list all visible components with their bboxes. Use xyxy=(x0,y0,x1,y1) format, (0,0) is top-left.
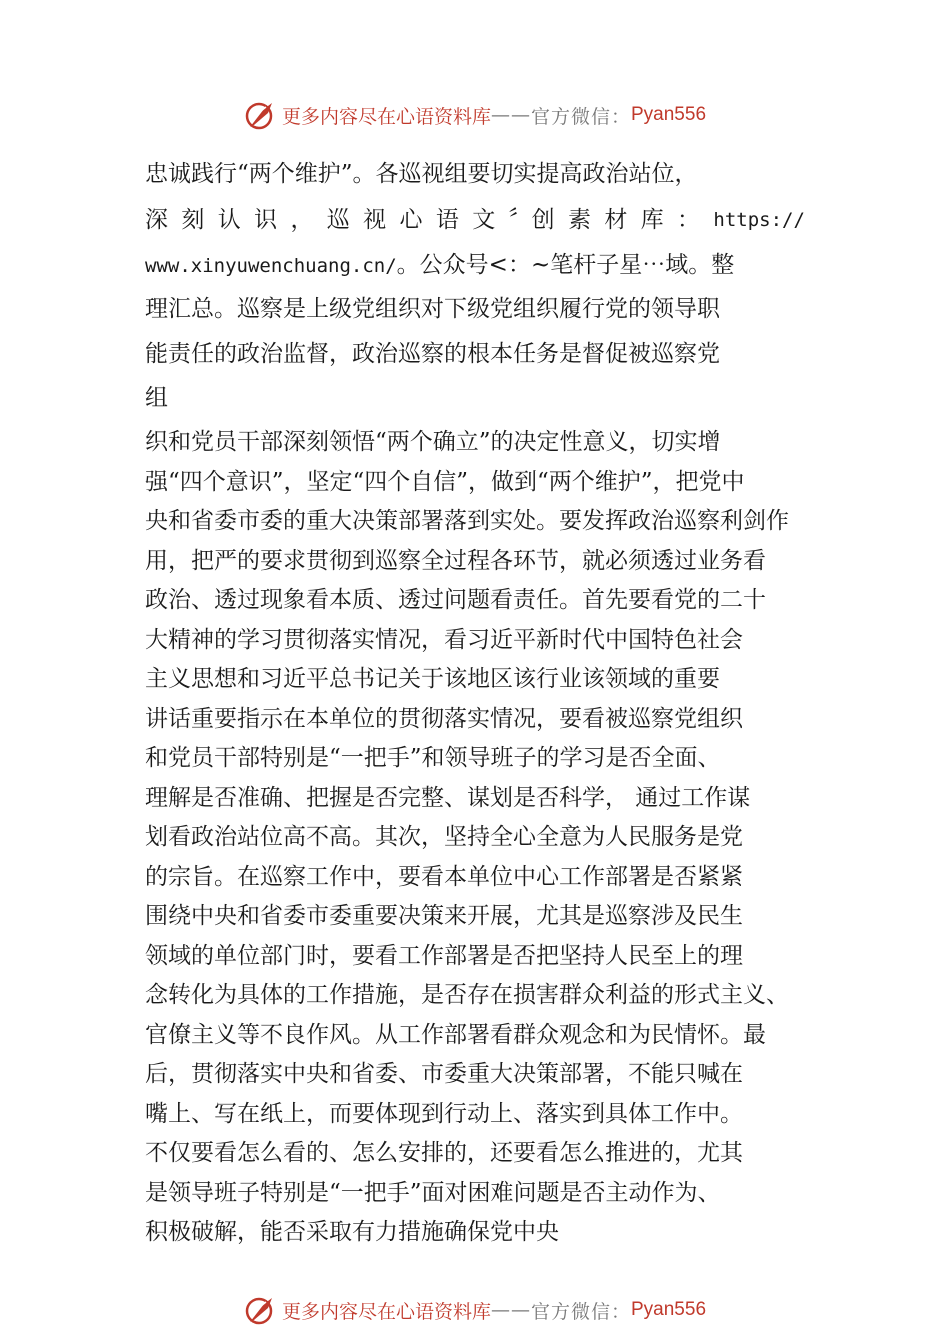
text-line: 嘴上、写在纸上，而要体现到行动上、落实到具体工作中。 xyxy=(145,1100,743,1127)
spaced-char: https:// xyxy=(713,209,805,231)
text-line: 讲话重要指示在本单位的贯彻落实情况，要看被巡察党组织 xyxy=(145,705,743,732)
text-line: 围绕中央和省委市委重要决策来开展，尤其是巡察涉及民生 xyxy=(145,903,743,929)
banner-wechat-label: 官方微信： xyxy=(530,1300,631,1323)
text-line: 积极破解，能否采取有力措施确保党中央 xyxy=(145,1219,559,1245)
spaced-char: 认 xyxy=(217,207,241,233)
banner-dash: —— xyxy=(490,1299,531,1321)
text-line: 领域的单位部门时，要看工作部署是否把坚持人民至上的理 xyxy=(145,942,743,969)
text-line: 主义思想和习近平总书记关于该地区该行业该领域的重要 xyxy=(145,666,720,692)
spaced-char: 识 xyxy=(254,207,278,233)
text-line xyxy=(145,248,734,282)
text-line: 央和省委市委的重大决策部署落到实处。要发挥政治巡察利剑作 xyxy=(145,508,789,534)
quill-logo-icon xyxy=(244,1294,276,1326)
spaced-char: 库 xyxy=(640,207,664,233)
text-line: 织和党员干部深刻领悟“两个确立”的决定性意义，切实增 xyxy=(145,429,721,455)
text-line: 组 xyxy=(145,385,168,411)
spaced-char: 材 xyxy=(604,207,628,233)
text-line: 大精神的学习贯彻落实情况，看习近平新时代中国特色社会 xyxy=(145,626,743,653)
text-line: 不仅要看怎么看的、怎么安排的，还要看怎么推进的，尤其 xyxy=(145,1140,743,1166)
line-rest: 。公众号<：~笔杆子星⋯域。整 xyxy=(396,252,735,278)
banner-wechat-label: 官方微信： xyxy=(530,105,631,128)
text-line: 忠诚践行“两个维护”。各巡视组要切实提高政治站位， xyxy=(145,161,698,187)
text-line: 官僚主义等不良作风。从工作部署看群众观念和为民情怀。最 xyxy=(145,1021,766,1048)
spaced-char: 语 xyxy=(435,207,459,233)
text-line-spaced xyxy=(145,203,805,237)
text-line: 强“四个意识”，坚定“四个自信”，做到“两个维护”，把党中 xyxy=(145,468,745,495)
text-line: 政治、透过现象看本质、透过问题看责任。首先要看党的二十 xyxy=(145,587,766,613)
banner-title: 更多内容尽在心语资料库 xyxy=(281,105,491,128)
spaced-char: 心 xyxy=(399,207,423,233)
text-line: 后，贯彻落实中央和省委、市委重大决策部署，不能只喊在 xyxy=(145,1061,743,1087)
spaced-char: 深 xyxy=(145,207,168,233)
text-line: 理汇总。巡察是上级党组织对下级党组织履行党的领导职 xyxy=(145,296,720,322)
spaced-char: 刻 xyxy=(181,207,205,233)
spaced-char: 巡 xyxy=(326,207,350,233)
spaced-char: 视 xyxy=(363,207,387,233)
text-line: 划看政治站位高不高。其次，坚持全心全意为人民服务是党 xyxy=(145,824,743,850)
text-line: 用，把严的要求贯彻到巡察全过程各环节，就必须透过业务看 xyxy=(145,547,766,574)
text-line: 和党员干部特别是“一把手”和领导班子的学习是否全面、 xyxy=(145,745,721,771)
header-banner xyxy=(0,95,950,135)
text-line: 的宗旨。在巡察工作中，要看本单位中心工作部署是否紧紧 xyxy=(145,863,743,890)
footer-banner xyxy=(0,1290,950,1330)
quill-logo-icon xyxy=(244,99,276,131)
text-line: 念转化为具体的工作措施，是否存在损害群众利益的形式主义、 xyxy=(145,982,789,1008)
banner-title: 更多内容尽在心语资料库 xyxy=(281,1300,491,1323)
spaced-char: 文 xyxy=(472,207,496,233)
text-line: 理解是否准确、把握是否完整、谋划是否科学， 通过工作谋 xyxy=(145,784,751,811)
spaced-char: 素 xyxy=(567,207,591,233)
text-line: 能责任的政治监督，政治巡察的根本任务是督促被巡察党 xyxy=(145,341,720,367)
url-text: www.xinyuwenchuang.cn/ xyxy=(145,255,397,277)
spaced-char: ： xyxy=(677,207,701,233)
banner-wechat-id: Pyan556 xyxy=(631,1299,707,1320)
banner-dash: —— xyxy=(490,104,531,126)
banner-wechat-id: Pyan556 xyxy=(631,104,707,125)
spaced-char: 〞创 xyxy=(508,207,555,233)
spaced-char: ， xyxy=(290,207,314,233)
text-line: 是领导班子特别是“一把手”面对困难问题是否主动作为、 xyxy=(145,1179,721,1206)
